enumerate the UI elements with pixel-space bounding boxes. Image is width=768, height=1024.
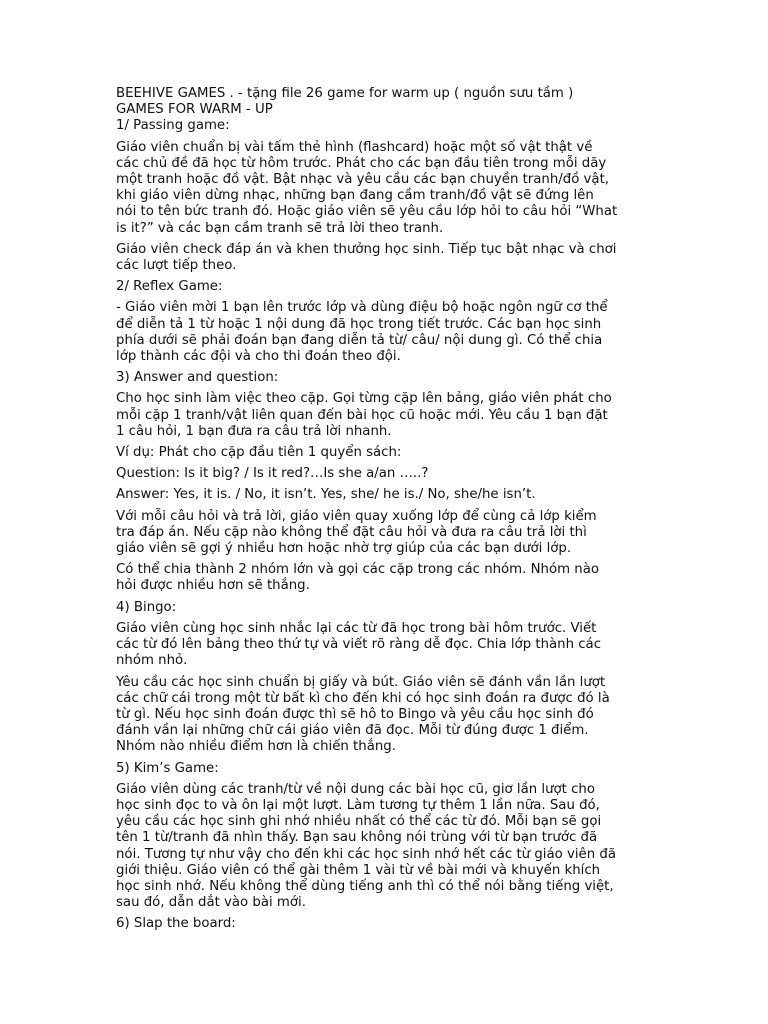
paragraph xyxy=(116,621,656,670)
text-line: một tranh hoặc đồ vật. Bật nhạc và yêu cầu các bạn chuyền tranh/đồ vật, xyxy=(116,172,610,188)
text-line: giới thiệu. Giáo viên có thể gài thêm 1 vài từ về bài mới và khuyến khích xyxy=(116,862,601,878)
text-line: tên 1 từ/tranh đã nhìn thấy. Bạn sau không nói trùng với từ bạn trước đã xyxy=(116,830,598,846)
paragraph xyxy=(116,562,656,594)
text-line: Cho học sinh làm việc theo cặp. Gọi từng cặp lên bảng, giáo viên phát cho xyxy=(116,391,612,407)
text-line: đánh vần lại những chữ cái giáo viên đã đọc. Mỗi từ đúng được 1 điểm. xyxy=(116,723,589,739)
paragraph xyxy=(116,600,656,616)
paragraph xyxy=(116,370,656,386)
text-line: lớp thành các đội và cho thi đoán theo đội. xyxy=(116,349,401,365)
text-line: từ gì. Nếu học sinh đoán được thì sẽ hô to Bingo và yêu cầu học sinh đó xyxy=(116,706,594,722)
paragraph xyxy=(116,242,656,274)
paragraph xyxy=(116,300,656,365)
paragraph xyxy=(116,445,656,461)
game-heading: 1/ Passing game: xyxy=(116,118,230,134)
text-line: hỏi được nhiều hơn sẽ thắng. xyxy=(116,578,310,594)
document-title: BEEHIVE GAMES . - tặng file 26 game for warm up ( nguồn sưu tầm ) xyxy=(116,86,574,101)
text-line: học sinh nhớ. Nếu không thể dùng tiếng anh thì có thể nói bằng tiếng việt, xyxy=(116,878,614,894)
document-page xyxy=(116,86,656,938)
text-line: Với mỗi câu hỏi và trả lời, giáo viên quay xuống lớp để cùng cả lớp kiểm xyxy=(116,508,597,524)
paragraph xyxy=(116,279,656,295)
text-line: tra đáp án. Nếu cặp nào không thể đặt câu hỏi và đưa ra câu trả lời thì xyxy=(116,524,587,540)
text-line: các chữ cái trong một từ bất kì cho đến khi có học sinh đoán ra được đó là xyxy=(116,690,610,706)
text-line: các từ đó lên bảng theo thứ tự và viết rõ ràng dễ đọc. Chia lớp thành các xyxy=(116,637,602,653)
text-line: - Giáo viên mời 1 bạn lên trước lớp và dùng điệu bộ hoặc ngôn ngữ cơ thể xyxy=(116,300,608,316)
paragraph xyxy=(116,466,656,482)
text-line: mỗi cặp 1 tranh/vật liên quan đến bài học cũ hoặc mới. Yêu cầu 1 bạn đặt xyxy=(116,407,608,423)
text-line: 2/ Reflex Game: xyxy=(116,279,223,295)
text-line: nói to tên bức tranh đó. Hoặc giáo viên sẽ yêu cầu lớp hỏi to câu hỏi “What xyxy=(116,204,618,220)
text-line: Giáo viên cùng học sinh nhắc lại các từ đã học trong bài hôm trước. Viết xyxy=(116,620,597,636)
text-line: sau đó, dẫn dắt vào bài mới. xyxy=(116,895,306,911)
text-line: khi giáo viên dừng nhạc, những bạn đang cầm tranh/đồ vật sẽ đứng lên xyxy=(116,188,594,204)
paragraph xyxy=(116,675,656,756)
text-line: các chủ đề đã học từ hôm trước. Phát cho các bạn đầu tiên trong mỗi dãy xyxy=(116,155,607,171)
text-line: 3) Answer and question: xyxy=(116,370,279,386)
text-line: 4) Bingo: xyxy=(116,599,177,615)
paragraph xyxy=(116,391,656,440)
text-line: Nhóm nào nhiều điểm hơn là chiến thắng. xyxy=(116,739,396,755)
text-line: nói. Tương tự như vậy cho đến khi các học sinh nhớ hết các từ giáo viên đã xyxy=(116,846,616,862)
text-line: Question: Is it big? / Is it red?…Is she a/an …..? xyxy=(116,466,429,482)
text-line: phía dưới sẽ phải đoán bạn đang diễn tả từ/ câu/ nội dung gì. Có thể chia xyxy=(116,332,603,348)
paragraph xyxy=(116,916,656,932)
text-line: Answer: Yes, it is. / No, it isn’t. Yes, she/ he is./ No, she/he isn’t. xyxy=(116,487,536,503)
text-line: 1 câu hỏi, 1 bạn đưa ra câu trả lời nhanh. xyxy=(116,423,392,439)
text-line: 6) Slap the board: xyxy=(116,916,236,932)
document-header xyxy=(116,86,656,135)
paragraph xyxy=(116,140,656,237)
paragraph xyxy=(116,487,656,503)
text-line: Giáo viên dùng các tranh/từ về nội dung các bài học cũ, giơ lần lượt cho xyxy=(116,781,595,797)
section-heading: GAMES FOR WARM - UP xyxy=(116,102,273,118)
paragraph xyxy=(116,761,656,777)
text-line: is it?” và các bạn cầm tranh sẽ trả lời theo tranh. xyxy=(116,220,444,236)
paragraph xyxy=(116,509,656,558)
text-line: giáo viên sẽ gợi ý nhiều hơn hoặc nhờ trợ giúp của các bạn dưới lớp. xyxy=(116,541,572,557)
text-line: Giáo viên chuẩn bị vài tấm thẻ hình (flashcard) hoặc một số vật thật về xyxy=(116,139,593,155)
text-line: Có thể chia thành 2 nhóm lớn và gọi các cặp trong các nhóm. Nhóm nào xyxy=(116,562,599,578)
text-line: yêu cầu các học sinh ghi nhớ nhiều nhất có thể các từ đó. Mỗi bạn sẽ gọi xyxy=(116,814,602,830)
text-line: Ví dụ: Phát cho cặp đầu tiên 1 quyển sách: xyxy=(116,445,402,461)
text-line: 5) Kim’s Game: xyxy=(116,760,219,776)
text-line: Yêu cầu các học sinh chuẩn bị giấy và bút. Giáo viên sẽ đánh vần lần lượt xyxy=(116,674,606,690)
text-line: học sinh đọc to và ôn lại một lượt. Làm tương tự thêm 1 lần nữa. Sau đó, xyxy=(116,797,600,813)
text-line: nhóm nhỏ. xyxy=(116,653,188,669)
text-line: Giáo viên check đáp án và khen thưởng học sinh. Tiếp tục bật nhạc và chơi xyxy=(116,241,617,257)
text-line: các lượt tiếp theo. xyxy=(116,258,237,274)
paragraph xyxy=(116,782,656,912)
text-line: để diễn tả 1 từ hoặc 1 nội dung đã học trong tiết trước. Các bạn học sinh xyxy=(116,316,602,332)
document-body xyxy=(116,140,656,933)
